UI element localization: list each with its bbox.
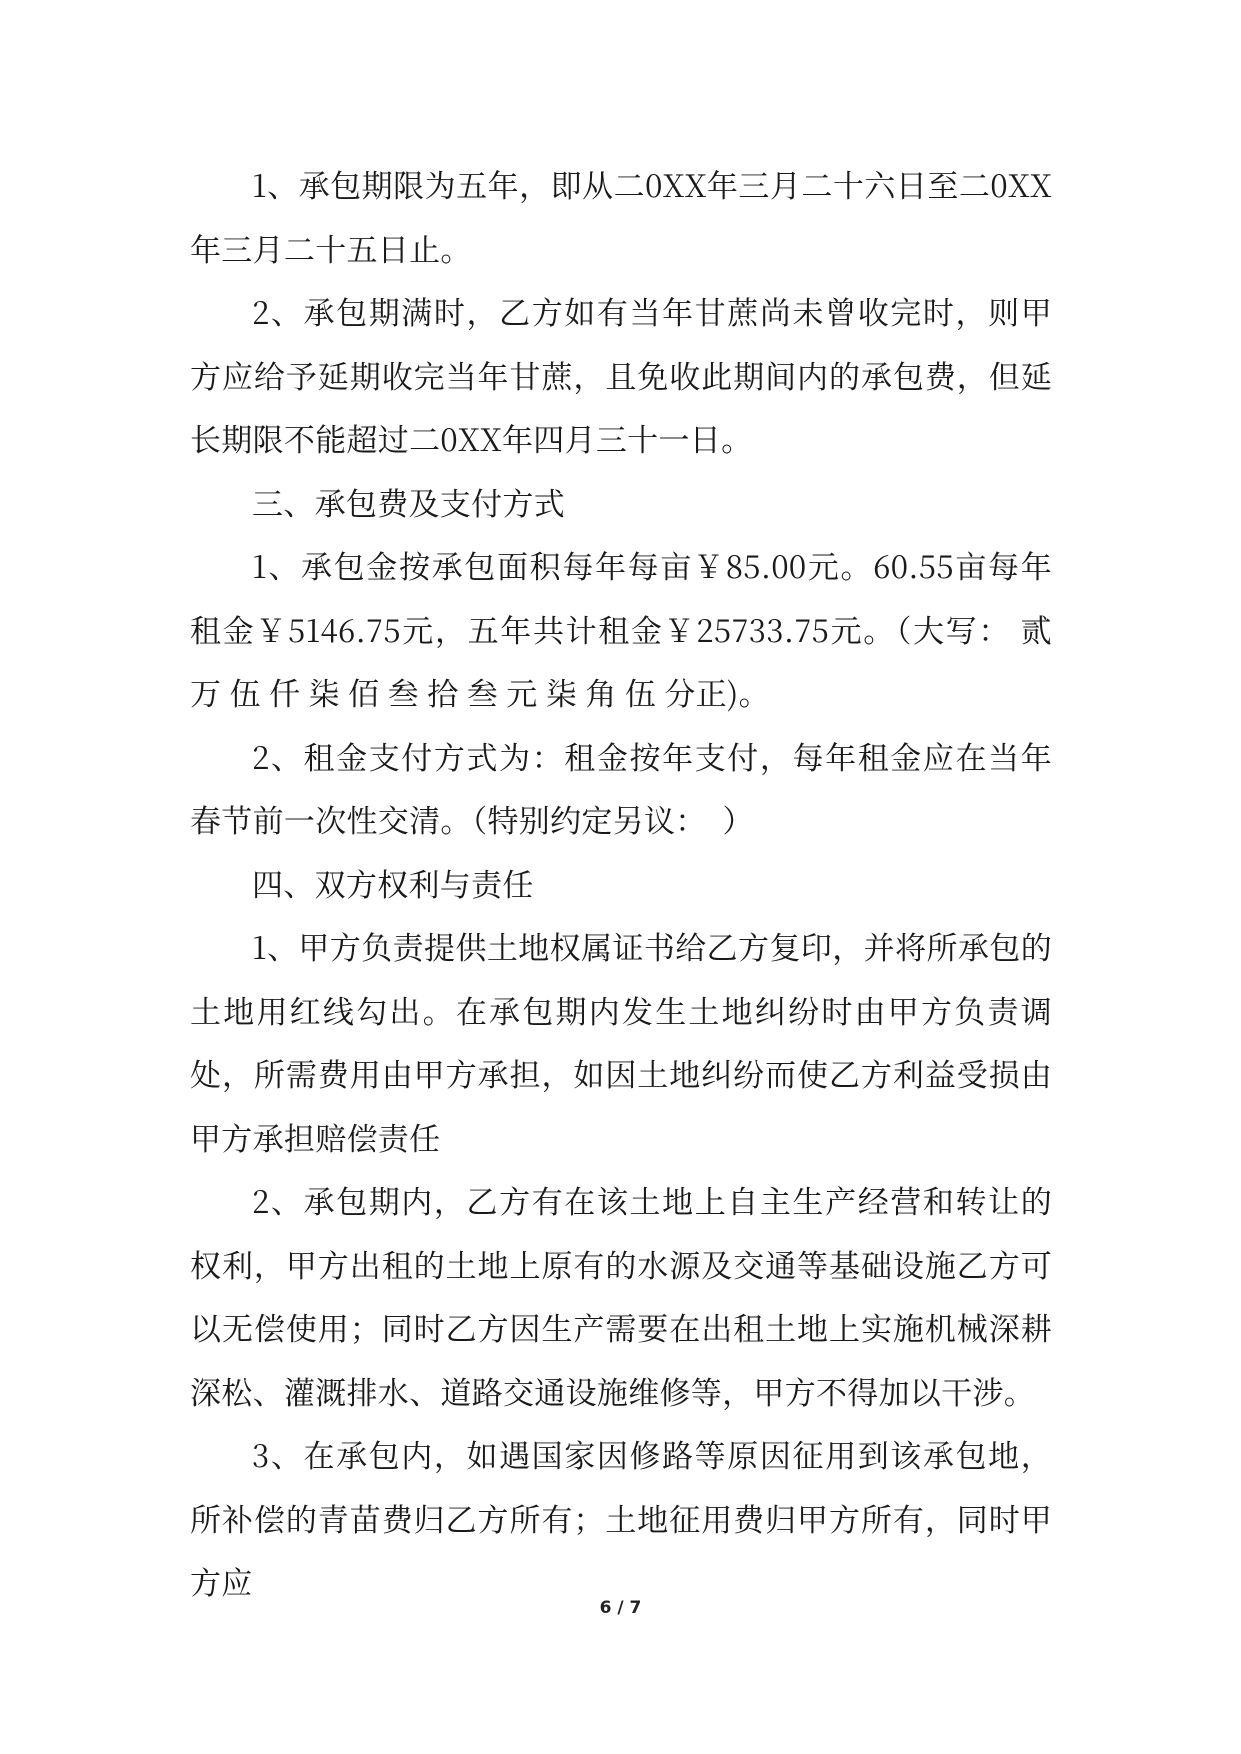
section-heading-rights: 四、双方权利与责任 <box>252 859 534 905</box>
clause-fee-amount: 1、承包金按承包面积每年每亩￥85.00元。60.55亩每年租金￥5146.75元，五年共计租金￥25733.75元。（大写： 贰 万 伍 仟 柒 佰 叁 拾 叁 元 柒 角 伍 分正)。 <box>190 542 1052 714</box>
clause-land-requisition: 3、在承包内，如遇国家因修路等原因征用到该承包地，所补偿的青苗费归乙方所有；土地征用费归甲方所有，同时甲方应 <box>190 1431 1052 1603</box>
document-body <box>190 152 1052 1613</box>
section-heading-fees: 三、承包费及支付方式 <box>252 478 565 524</box>
page-number: 6 / 7 <box>599 1598 642 1618</box>
clause-term-period: 1、承包期限为五年，即从二0XX年三月二十六日至二0XX年三月二十五日止。 <box>190 161 1052 270</box>
clause-party-b-rights: 2、承包期内，乙方有在该土地上自主生产经营和转让的权利，甲方出租的土地上原有的水源及交通等基础设施乙方可以无偿使用；同时乙方因生产需要在出租土地上实施机械深耕深松、灌溉排水、道路交通设施维修等，甲方不得加以干涉。 <box>190 1177 1052 1413</box>
clause-term-extension: 2、承包期满时，乙方如有当年甘蔗尚未曾收完时，则甲方应给予延期收完当年甘蔗，且免收此期间内的承包费，但延长期限不能超过二0XX年四月三十一日。 <box>190 288 1052 460</box>
clause-payment-method: 2、租金支付方式为：租金按年支付，每年租金应在当年春节前一次性交清。（特别约定另议： ） <box>190 732 1052 841</box>
clause-party-a-duties: 1、甲方负责提供土地权属证书给乙方复印，并将所承包的土地用红线勾出。在承包期内发生土地纠纷时由甲方负责调处，所需费用由甲方承担，如因土地纠纷而使乙方利益受损由甲方承担赔偿责任 <box>190 923 1052 1159</box>
